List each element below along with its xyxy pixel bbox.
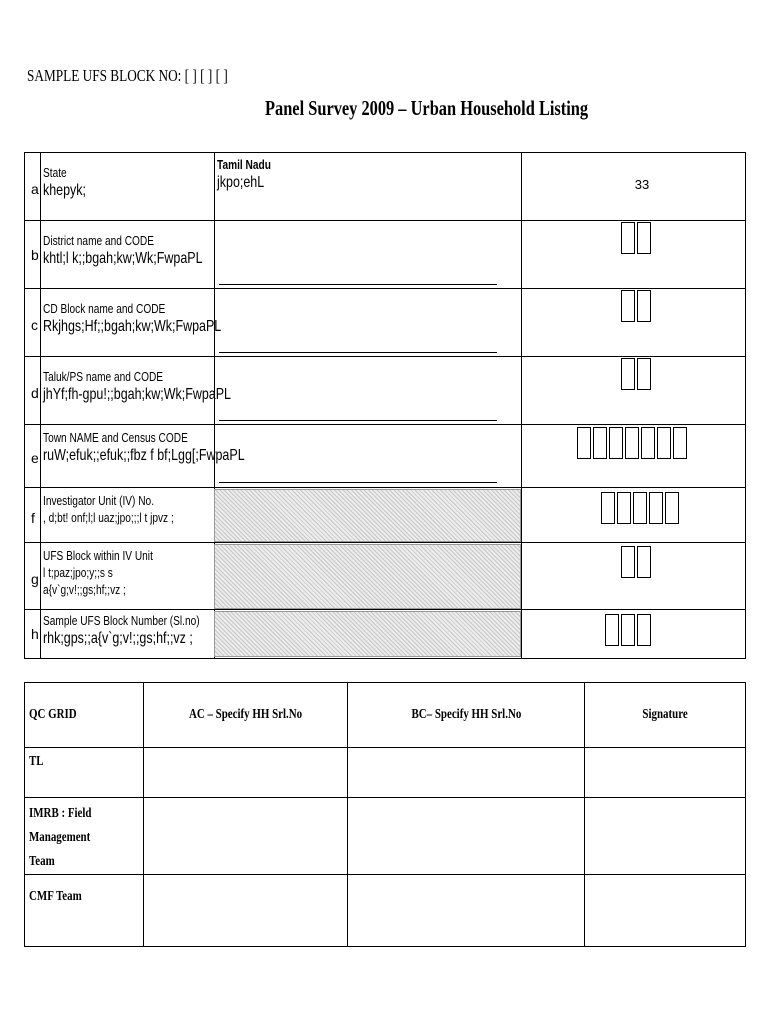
row-town — [25, 425, 745, 488]
qc-row-tl — [25, 748, 746, 798]
qc-grid-table — [24, 682, 746, 947]
state-label-en: State — [43, 165, 67, 180]
bc-header: BC– Specify HH Srl.No — [411, 707, 521, 722]
sample-ufs-label-en: Sample UFS Block Number (Sl.no) — [43, 613, 200, 628]
code-digit-box[interactable] — [633, 492, 647, 524]
ufs-block-label-ta-2: a{v`g;v!;;gs;hf;;vz ; — [43, 582, 126, 597]
tl-bc-cell[interactable] — [348, 748, 584, 798]
taluk-name-line[interactable] — [219, 420, 497, 421]
investigator-unit-boxes[interactable] — [601, 492, 681, 524]
row-state — [25, 153, 745, 221]
row-letter: h — [31, 626, 39, 642]
listing-form-table — [24, 152, 746, 659]
code-digit-box[interactable] — [621, 290, 635, 322]
imrb-signature-cell[interactable] — [584, 798, 745, 875]
row-letter: g — [31, 571, 39, 587]
cmf-ac-cell[interactable] — [144, 875, 348, 947]
sample-ufs-number-boxes[interactable] — [605, 614, 653, 646]
investigator-label-ta: , d;bt! onf;l;l uaz;jpo;;;l t jpvz ; — [43, 510, 174, 525]
row-district — [25, 221, 745, 289]
cd-block-label-ta: Rkjhgs;Hf;;bgah;kw;Wk;FwpaPL — [43, 318, 222, 335]
row-letter: d — [31, 385, 39, 401]
taluk-label-ta: jhYf;fh-gpu!;;bgah;kw;Wk;FwpaPL — [43, 386, 231, 403]
state-code: 33 — [634, 177, 650, 192]
sample-ufs-block-line: SAMPLE UFS BLOCK NO: [ ] [ ] [ ] — [27, 66, 228, 85]
investigator-label-en: Investigator Unit (IV) No. — [43, 493, 155, 508]
shaded-area — [214, 544, 521, 609]
imrb-ac-cell[interactable] — [144, 798, 348, 875]
code-digit-box[interactable] — [609, 427, 623, 459]
shaded-area — [214, 489, 521, 542]
town-label-ta: ruW;efuk;;efuk;;fbz f bf;Lgg[;FwpaPL — [43, 447, 245, 464]
code-digit-box[interactable] — [617, 492, 631, 524]
code-digit-box[interactable] — [601, 492, 615, 524]
code-digit-box[interactable] — [605, 614, 619, 646]
town-label-en: Town NAME and Census CODE — [43, 430, 188, 445]
town-code-boxes[interactable] — [577, 427, 689, 459]
qc-row-label: CMF Team — [29, 889, 82, 904]
district-label-ta: khtl;l k;;bgah;kw;Wk;FwpaPL — [43, 250, 203, 267]
ufs-block-label-ta: l t;paz;jpo;y;;s s — [43, 565, 113, 580]
qc-row-cmf — [25, 875, 746, 947]
code-digit-box[interactable] — [637, 614, 651, 646]
state-label-ta: khepyk; — [43, 182, 87, 199]
code-digit-box[interactable] — [665, 492, 679, 524]
ufs-block-boxes[interactable] — [621, 546, 653, 578]
code-digit-box[interactable] — [637, 222, 651, 254]
code-digit-box[interactable] — [621, 358, 635, 390]
row-investigator-unit — [25, 488, 745, 543]
code-digit-box[interactable] — [637, 546, 651, 578]
ac-header: AC – Specify HH Srl.No — [189, 707, 303, 722]
ufs-block-label-en: UFS Block within IV Unit — [43, 548, 153, 563]
code-digit-box[interactable] — [577, 427, 591, 459]
tl-ac-cell[interactable] — [144, 748, 348, 798]
row-ufs-block-within-iv — [25, 543, 745, 610]
signature-header: Signature — [642, 707, 688, 722]
code-digit-box[interactable] — [621, 546, 635, 578]
district-name-line[interactable] — [219, 284, 497, 285]
code-digit-box[interactable] — [649, 492, 663, 524]
sample-ufs-label-ta: rhk;gps;;a{v`g;v!;;gs;hf;;vz ; — [43, 630, 193, 647]
cd-block-name-line[interactable] — [219, 352, 497, 353]
qc-row-label: TL — [29, 754, 44, 769]
row-letter: a — [31, 181, 39, 197]
cmf-bc-cell[interactable] — [348, 875, 584, 947]
row-taluk — [25, 357, 745, 425]
imrb-bc-cell[interactable] — [348, 798, 584, 875]
row-sample-ufs-block-number — [25, 610, 745, 658]
row-letter: e — [31, 450, 39, 466]
town-name-line[interactable] — [219, 482, 497, 483]
page-title: Panel Survey 2009 – Urban Household Listing — [265, 96, 589, 120]
code-digit-box[interactable] — [641, 427, 655, 459]
cd-block-label-en: CD Block name and CODE — [43, 301, 166, 316]
code-digit-box[interactable] — [657, 427, 671, 459]
qc-grid-header: QC GRID — [29, 707, 77, 722]
code-digit-box[interactable] — [625, 427, 639, 459]
district-label-en: District name and CODE — [43, 233, 155, 248]
taluk-label-en: Taluk/PS name and CODE — [43, 369, 164, 384]
qc-header-row — [25, 683, 746, 748]
cd-block-code-boxes[interactable] — [621, 290, 653, 322]
code-digit-box[interactable] — [593, 427, 607, 459]
code-digit-box[interactable] — [637, 358, 651, 390]
row-letter: b — [31, 247, 39, 263]
row-cd-block — [25, 289, 745, 357]
shaded-area — [214, 611, 521, 657]
cmf-signature-cell[interactable] — [584, 875, 745, 947]
code-digit-box[interactable] — [673, 427, 687, 459]
row-letter: c — [31, 317, 38, 333]
tl-signature-cell[interactable] — [584, 748, 745, 798]
row-letter: f — [31, 510, 35, 526]
code-digit-box[interactable] — [621, 222, 635, 254]
qc-row-label: IMRB : Field Management Team — [29, 806, 92, 869]
district-code-boxes[interactable] — [621, 222, 653, 254]
code-digit-box[interactable] — [637, 290, 651, 322]
taluk-code-boxes[interactable] — [621, 358, 653, 390]
qc-row-imrb — [25, 798, 746, 875]
code-digit-box[interactable] — [621, 614, 635, 646]
state-value-en: Tamil Nadu — [217, 157, 271, 172]
state-value-ta: jkpo;ehL — [217, 174, 265, 191]
